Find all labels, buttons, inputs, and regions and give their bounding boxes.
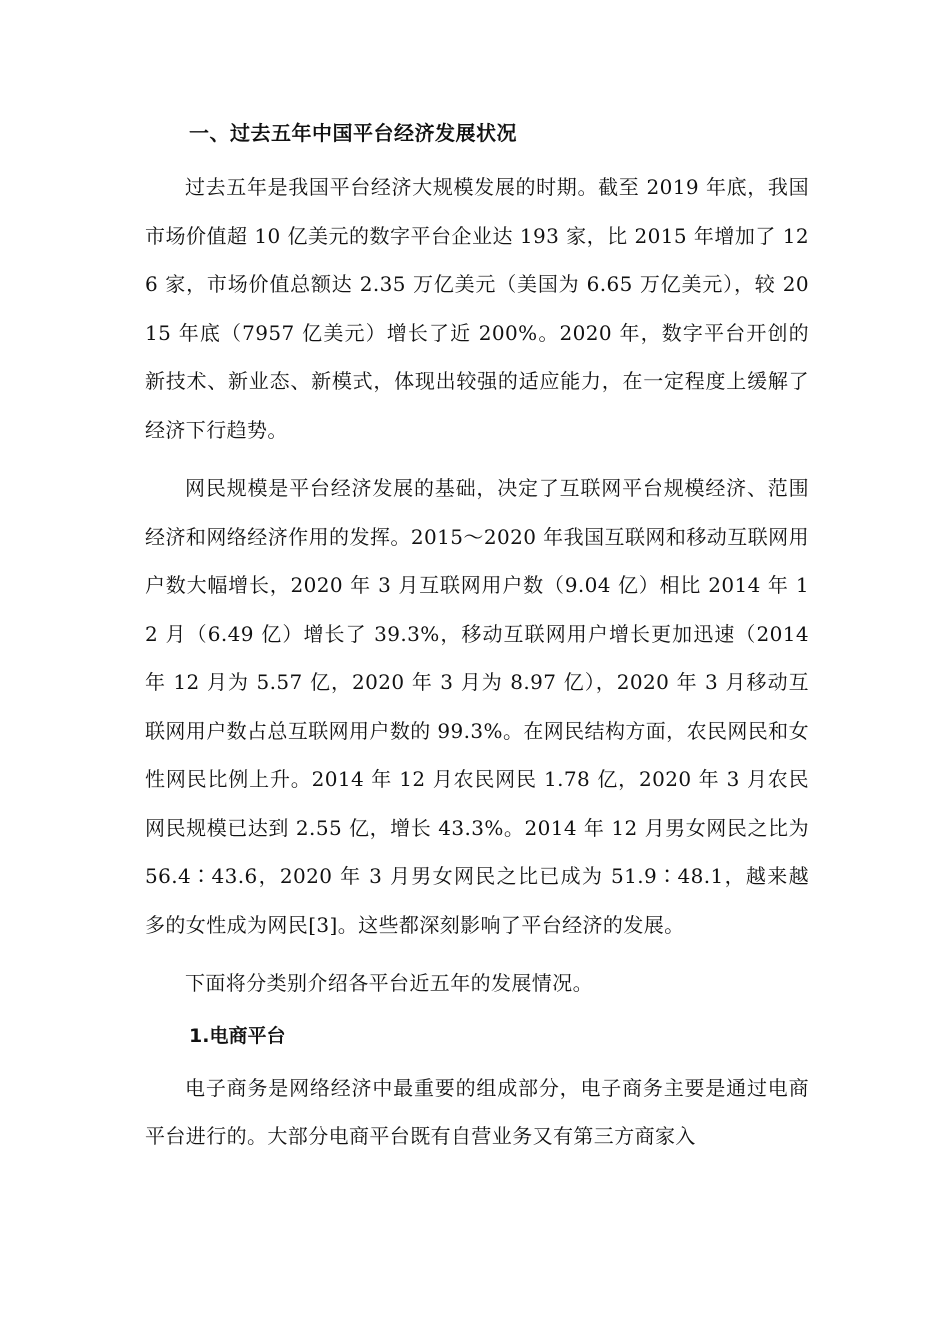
paragraph-ecommerce: 电子商务是网络经济中最重要的组成部分，电子商务主要是通过电商平台进行的。大部分电商平台既有自营业务又有第三方商家入 [145,1075,809,1148]
section-heading: 一、过去五年中国平台经济发展状况 [189,121,517,145]
paragraph-intro-categories: 下面将分类别介绍各平台近五年的发展情况。 [185,971,593,995]
paragraph-platform-overview: 过去五年是我国平台经济大规模发展的时期。截至 2019 年底，我国市场价值超 10 亿美元的数字平台企业达 193 家，比 2015 年增加了 126 家，市场价值总额达 2.35 万亿美元（美国为 6.65 万亿美元），较 2015 年底（7957 亿美元）增长了近 200%。2020 年，数字平台开创的新技术、新业态、新模式，体现出较强的适应能力，在一定程度上缓解了经济下行趋势。 [145,175,809,442]
subsection-heading-ecommerce: 1.电商平台 [189,1024,286,1047]
paragraph-netizen-scale: 网民规模是平台经济发展的基础，决定了互联网平台规模经济、范围经济和网络经济作用的发挥。2015～2020 年我国互联网和移动互联网用户数大幅增长，2020 年 3 月互联网用户数（9.04 亿）相比 2014 年 12 月（6.49 亿）增长了 39.3%，移动互联网用户增长更加迅速（2014 年 12 月为 5.57 亿，2020 年 3 月为 8.97 亿），2020 年 3 月移动互联网用户数占总互联网用户数的 99.3%。在网民结构方面，农民网民和女性网民比例上升。2014 年 12 月农民网民 1.78 亿，2020 年 3 月农民网民规模已达到 2.55 亿，增长 43.3%。2014 年 12 月男女网民之比为 56.4∶43.6，2020 年 3 月男女网民之比已成为 51.9∶48.1，越来越多的女性成为网民[3]。这些都深刻影响了平台经济的发展。 [145,476,809,937]
document-page [145,115,809,1171]
